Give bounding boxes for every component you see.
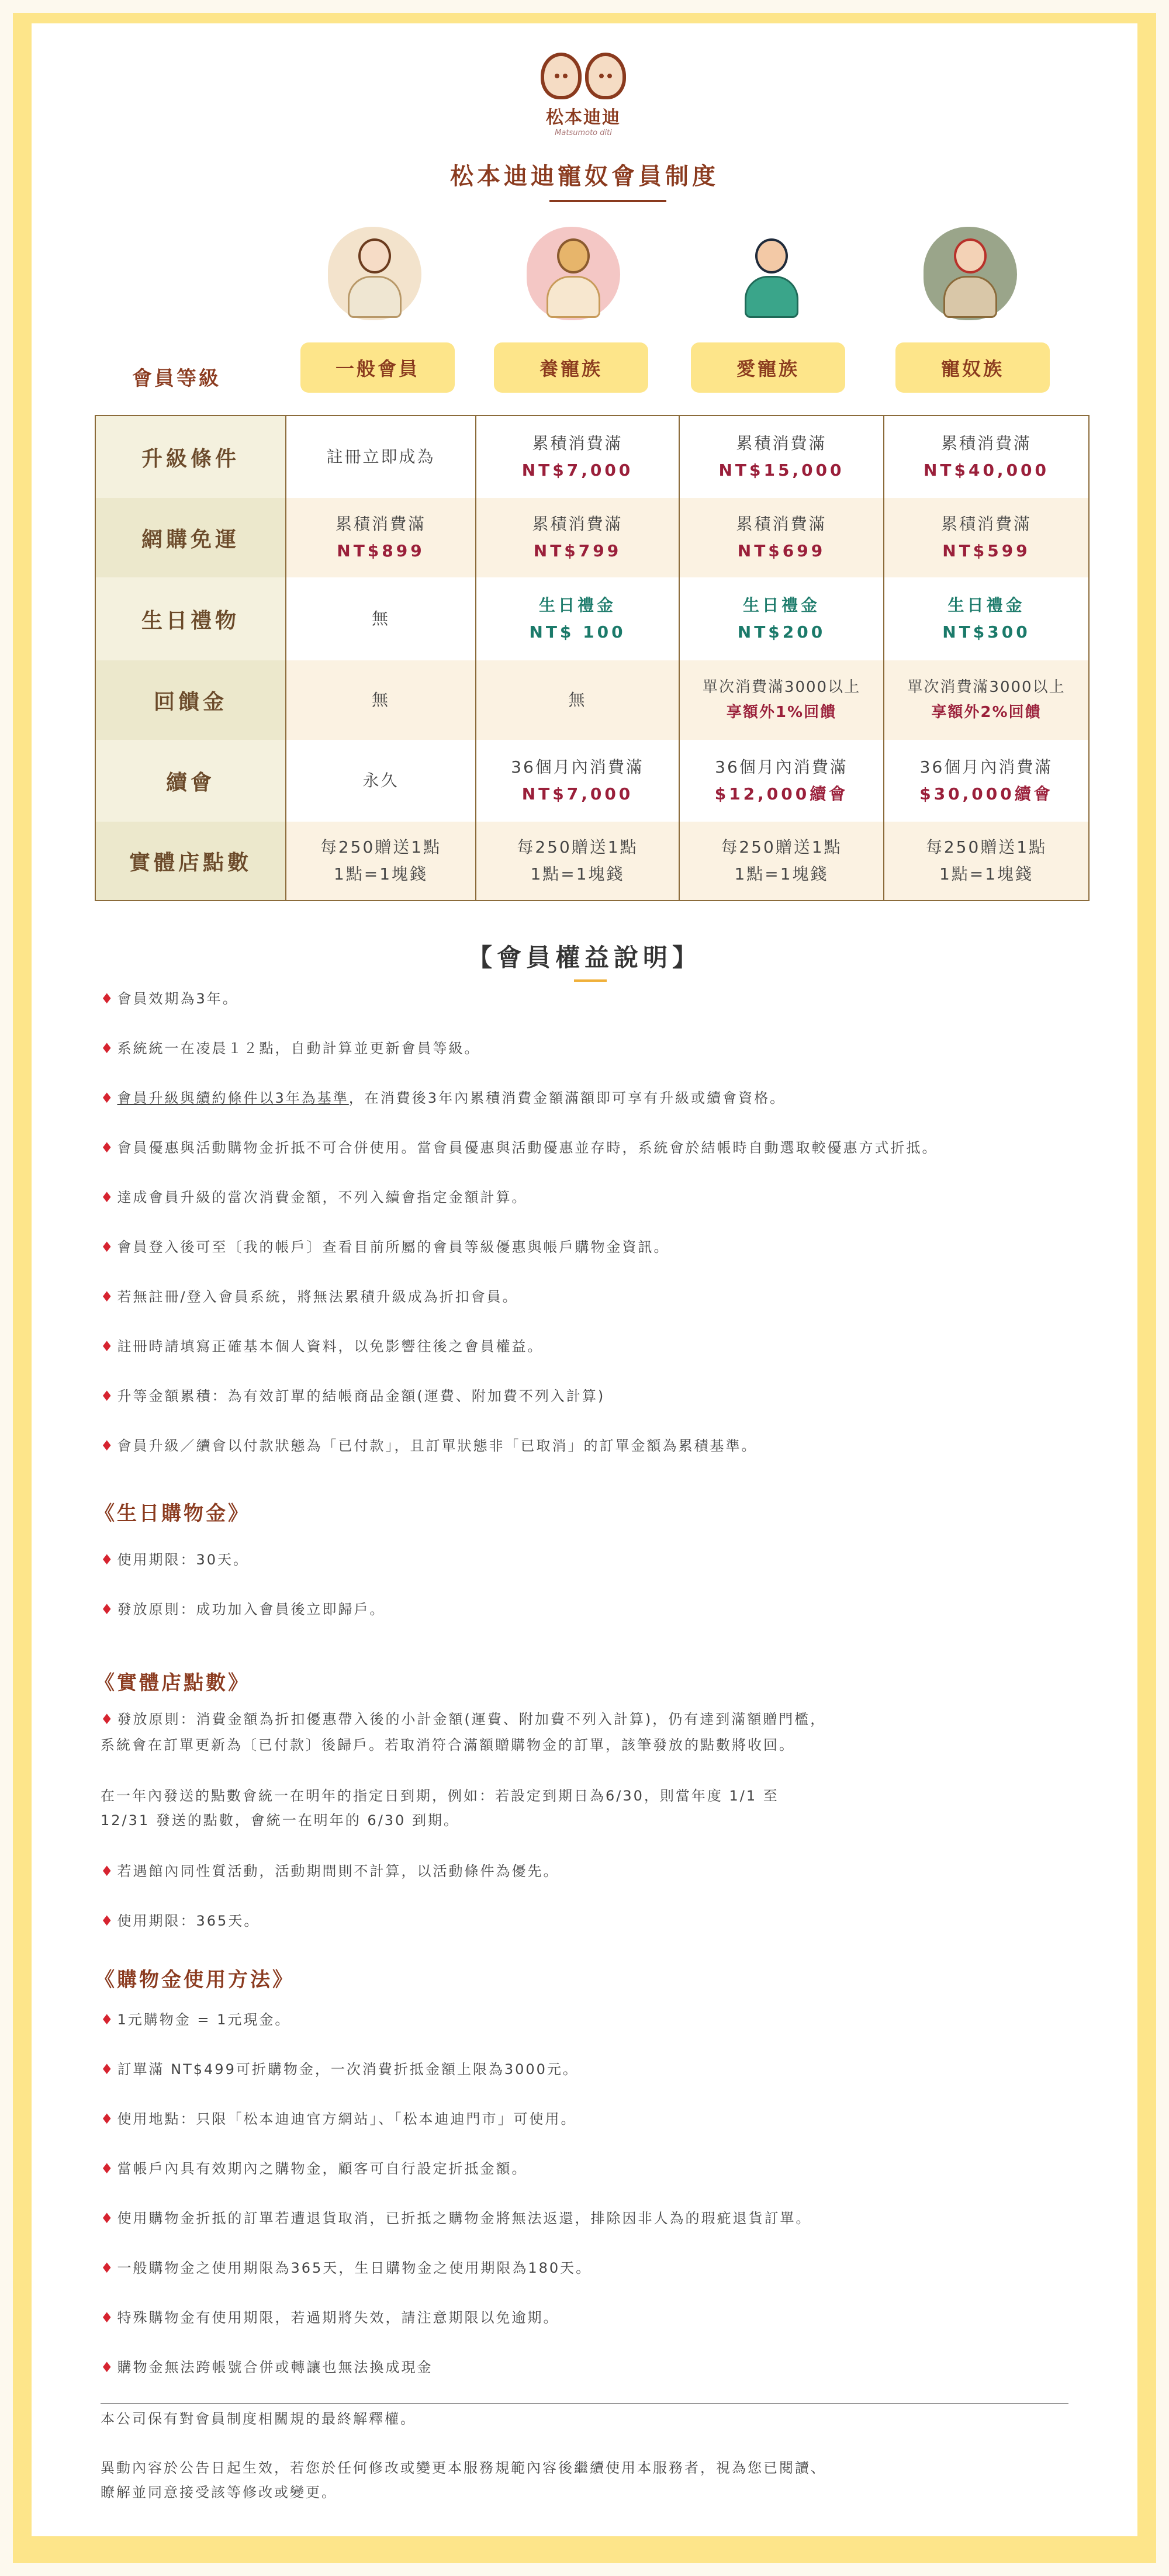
table-cell: 累積消費滿 NT$599 [940,514,1032,560]
row-header: 續會 [96,740,286,822]
table-cell: 無 [286,660,476,740]
footer-note: 本公司保有對會員制度相關規的最終解釋權。 [101,2411,416,2427]
paragraph: 系統會在訂單更新為〔已付款〕後歸戶。若取消符合滿額贈購物金的訂單，該筆發放的點數將收回。 [101,1737,795,1753]
table-cell: 累積消費滿 NT$7,000 [476,416,680,498]
list-item: ♦ 使用地點：只限「松本迪迪官方網站」、「松本迪迪門市」可使用。 [101,2108,1094,2130]
list-item: ♦ 會員升級／續會以付款狀態為「已付款」，且訂單狀態非「已取消」的訂單金額為累積基準。 [101,1435,1094,1457]
list-item: ♦ 會員效期為3年。 [101,988,1094,1010]
table-cell: 36個月內消費滿 NT$7,000 [476,740,680,822]
table-cell: 每250贈送1點 1點=1塊錢 [680,822,884,900]
table-cell: 每250贈送1點 1點=1塊錢 [286,822,476,900]
brand-logo [525,35,642,137]
tier-pet-devotee-illustration [913,216,1028,327]
footer-note: 異動內容於公告日起生效，若您於任何修改或變更本服務規範內容後繼續使用本服務者，視為您已閱讀、 [101,2460,826,2476]
table-row-rebate [96,660,1088,740]
tier-general-illustration [317,216,432,327]
rights-title: 【會員權益說明】 [467,943,701,972]
list-item: ♦ 使用期限：365天。 [101,1910,1094,1932]
tier-pet-owner-illustration [516,216,631,327]
list-item: ♦ 若無註冊/登入會員系統，將無法累積升級成為折扣會員。 [101,1286,1094,1308]
table-cell: 生日禮金 NT$ 100 [476,577,680,660]
underlined-text: 會員升級與續約條件以3年為基準 [117,1090,349,1106]
list-item: ♦ 特殊購物金有使用期限，若過期將失效，請注意期限以免逾期。 [101,2307,1094,2329]
row-header: 升級條件 [96,416,286,498]
paragraph: 12/31 發送的點數，會統一在明年的 6/30 到期。 [101,1812,459,1829]
table-cell: 累積消費滿 NT$799 [476,498,680,577]
membership-table [95,415,1090,901]
rights-underline [574,979,607,982]
list-item: ♦ 系統統一在凌晨１２點，自動計算並更新會員等級。 [101,1037,1094,1060]
logo-face-right-icon [585,53,626,99]
table-cell: 每250贈送1點 1點=1塊錢 [476,822,680,900]
table-row-shipping [96,498,1088,577]
table-cell: 累積消費滿 NT$40,000 [923,433,1050,480]
row-header: 生日禮物 [96,577,286,660]
table-cell: 生日禮金 NT$300 [942,595,1030,642]
table-cell: 36個月內消費滿 $12,000續會 [680,740,884,822]
logo-name: 松本迪迪 [546,108,621,128]
row-header: 實體店點數 [96,822,286,900]
list-item: ♦ 使用期限：30天。 [101,1549,1094,1571]
table-cell: 單次消費滿3000以上 享額外1%回饋 [680,660,884,740]
table-cell: 累積消費滿 NT$15,000 [680,416,884,498]
table-cell: 無 [476,660,680,740]
list-item: ♦ 註冊時請填寫正確基本個人資料，以免影響往後之會員權益。 [101,1335,1094,1358]
page-title: 松本迪迪寵奴會員制度 [450,163,719,190]
table-cell: 生日禮金 NT$200 [680,577,884,660]
list-item: ♦ 使用購物金折抵的訂單若遭退貨取消，已折抵之購物金將無法返還，排除因非人為的瑕疵退貨訂單。 [101,2207,1094,2229]
list-item: ♦ 達成會員升級的當次消費金額，不列入續會指定金額計算。 [101,1186,1094,1209]
table-cell: 註冊立即成為 [286,416,476,498]
row-header: 網購免運 [96,498,286,577]
tier-badge-pet-lover: 愛寵族 [691,342,845,393]
tier-badge-pet-owner: 養寵族 [494,342,648,393]
logo-face-left-icon [541,53,582,99]
tier-row-label: 會員等級 [132,367,221,390]
table-row-upgrade [96,416,1088,498]
list-item: ♦ 發放原則：消費金額為折扣優惠帶入後的小計金額(運費、附加費不列入計算)，仍有達到滿額贈門檻， [101,1708,1094,1730]
list-item: ♦ 訂單滿 NT$499可折購物金，一次消費折抵金額上限為3000元。 [101,2058,1094,2080]
table-cell: 無 [286,577,476,660]
table-row-birthday [96,577,1088,660]
table-cell: 單次消費滿3000以上 享額外2%回饋 [907,678,1066,721]
title-underline [549,200,666,202]
logo-subtitle: Matsumoto diti [555,129,612,137]
list-item: ♦ 一般購物金之使用期限為365天，生日購物金之使用期限為180天。 [101,2257,1094,2279]
table-row-store-points [96,822,1088,900]
table-cell: 每250贈送1點 1點=1塊錢 [925,837,1047,884]
list-item: ♦ 升等金額累積：為有效訂單的結帳商品金額(運費、附加費不列入計算) [101,1385,1094,1407]
table-row-renewal [96,740,1088,822]
list-item: ♦ 1元購物金 = 1元現金。 [101,2009,1094,2031]
footer-note: 瞭解並同意接受該等修改或變更。 [101,2484,337,2501]
footer-divider [101,2403,1068,2404]
paragraph: 在一年內發送的點數會統一在明年的指定日到期，例如：若設定到期日為6/30，則當年度 1/1 至 [101,1788,779,1804]
section-title-points: 《實體店點數》 [95,1671,250,1695]
section-title-credit: 《購物金使用方法》 [95,1968,295,1992]
table-cell: 36個月內消費滿 $30,000續會 [919,757,1053,804]
tier-pet-lover-illustration [714,216,829,327]
list-item: ♦ 購物金無法跨帳號合併或轉讓也無法換成現金 [101,2356,1094,2378]
tier-badge-pet-devotee: 寵奴族 [895,342,1050,393]
table-cell: 累積消費滿 NT$899 [286,498,476,577]
table-cell: 累積消費滿 NT$699 [680,498,884,577]
tier-badge-general: 一般會員 [300,342,455,393]
list-item: ♦ 發放原則：成功加入會員後立即歸戶。 [101,1598,1094,1621]
logo-mascot-icon [525,35,642,99]
list-item: ♦ 會員升級與續約條件以3年為基準，在消費後3年內累積消費金額滿額即可享有升級或續會資格。 [101,1087,1094,1109]
section-title-birthday: 《生日購物金》 [95,1502,250,1525]
list-item: ♦ 當帳戶內具有效期內之購物金，顧客可自行設定折抵金額。 [101,2158,1094,2180]
table-cell: 永久 [286,740,476,822]
list-item: ♦ 會員登入後可至〔我的帳戶〕查看目前所屬的會員等級優惠與帳戶購物金資訊。 [101,1236,1094,1258]
row-header: 回饋金 [96,660,286,740]
list-item: ♦ 若遇館內同性質活動，活動期間則不計算，以活動條件為優先。 [101,1860,1094,1882]
list-item: ♦ 會員優惠與活動購物金折抵不可合併使用。當會員優惠與活動優惠並存時，系統會於結帳時自動選取較優惠方式折抵。 [101,1137,1094,1159]
